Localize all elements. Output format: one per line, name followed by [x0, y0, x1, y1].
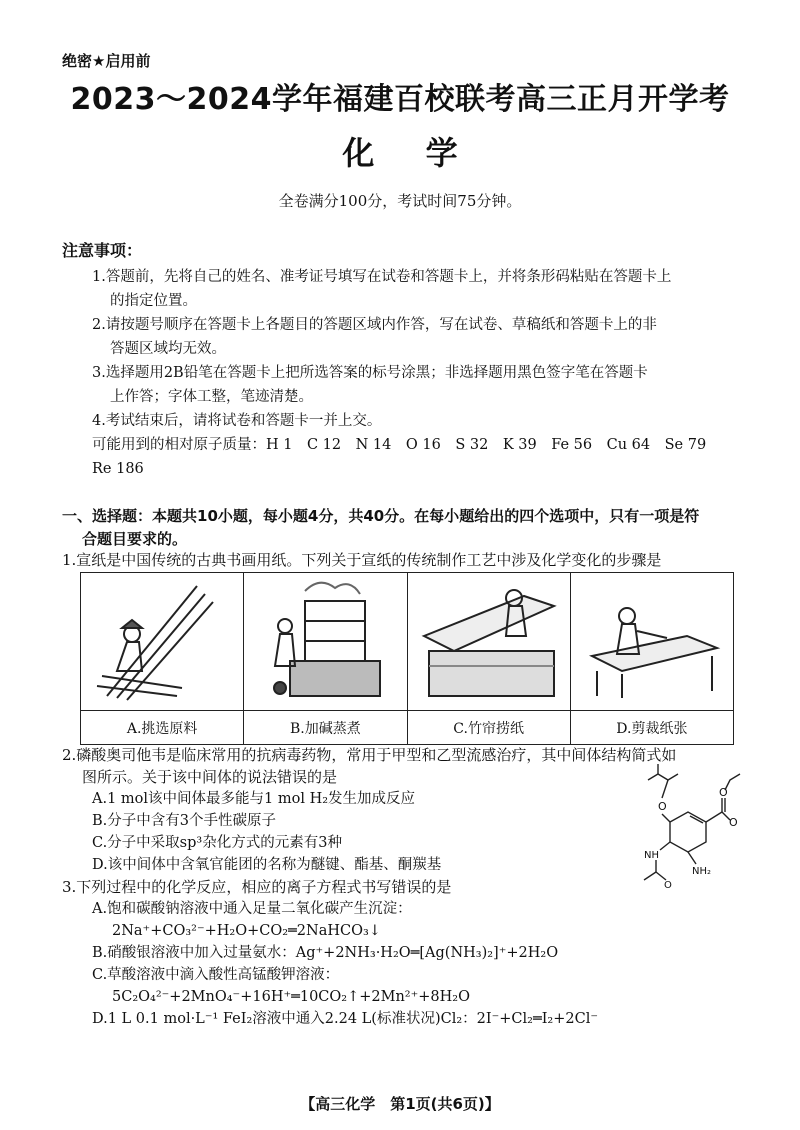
q3-option-c-line-1: C.草酸溶液中滴入酸性高锰酸钾溶液： — [92, 967, 340, 983]
bamboo-worker-illustration — [87, 576, 237, 704]
section-heading-line-1: 一、选择题：本题共10小题，每小题4分，共40分。在每小题给出的四个选项中，只有一项是符 — [62, 507, 700, 525]
boiling-vat-illustration — [250, 576, 400, 704]
q1-image-a — [81, 573, 244, 711]
subject-char-2: 学 — [425, 134, 458, 172]
q1-option-a: A.挑选原料 — [81, 711, 244, 745]
note-2-line-1: 2.请按题号顺序在答题卡上各题目的答题区域内作答，写在试卷、草稿纸和答题卡上的非 — [92, 317, 657, 333]
q1-stem: 1.宣纸是中国传统的古典书画用纸。下列关于宣纸的传统制作工艺中涉及化学变化的步骤是 — [62, 551, 662, 569]
q2-option-c: C.分子中采取sp³杂化方式的元素有3种 — [92, 835, 342, 851]
q2-option-a: A.1 mol该中间体最多能与1 mol H₂发生加成反应 — [92, 791, 416, 807]
subject-char-1: 化 — [342, 134, 375, 172]
q2-stem-line-2: 图所示。关于该中间体的说法错误的是 — [82, 768, 338, 786]
q3-option-c-line-2: 5C₂O₄²⁻+2MnO₄⁻+16H⁺═10CO₂↑+2Mn²⁺+8H₂O — [112, 989, 470, 1005]
paper-cutting-illustration — [577, 576, 727, 704]
notes-title: 注意事项： — [62, 241, 143, 260]
q1-image-d — [570, 573, 733, 711]
atomic-mass-line-1: 可能用到的相对原子质量：H 1 C 12 N 14 O 16 S 32 K 39 Fe 56 Cu 64 Se 79 — [92, 437, 707, 453]
page-footer: 【高三化学 第1页(共6页)】 — [300, 1095, 500, 1113]
note-1-line-2: 的指定位置。 — [110, 293, 197, 309]
q3-option-a-line-1: A.饱和碳酸钠溶液中通入足量二氧化碳产生沉淀： — [92, 901, 412, 917]
note-1-line-1: 1.答题前，先将自己的姓名、准考证号填写在试卷和答题卡上，并将条形码粘贴在答题卡上 — [92, 269, 672, 285]
q2-option-d: D.该中间体中含氧官能团的名称为醚键、酯基、酮羰基 — [92, 857, 442, 873]
q1-option-c: C.竹帘捞纸 — [407, 711, 570, 745]
subject-title — [0, 128, 800, 174]
mol-amide-oxygen: O — [664, 880, 672, 890]
q3-stem: 3.下列过程中的化学反应，相应的离子方程式书写错误的是 — [62, 878, 452, 896]
q1-image-c — [407, 573, 570, 711]
q3-option-a-line-2: 2Na⁺+CO₃²⁻+H₂O+CO₂═2NaHCO₃↓ — [112, 923, 381, 939]
mol-carbonyl-oxygen: O — [729, 816, 738, 829]
q1-option-b: B.加碱蒸煮 — [244, 711, 407, 745]
note-4: 4.考试结束后，请将试卷和答题卡一并上交。 — [92, 413, 382, 429]
mol-ether-oxygen: O — [658, 800, 667, 813]
note-3-line-1: 3.选择题用2B铅笔在答题卡上把所选答案的标号涂黑；非选择题用黑色签字笔在答题卡 — [92, 365, 648, 381]
q1-option-d: D.剪裁纸张 — [570, 711, 733, 745]
exam-title: 2023～2024学年福建百校联考高三正月开学考 — [70, 82, 730, 117]
q3-option-b: B.硝酸银溶液中加入过量氨水：Ag⁺+2NH₃·H₂O═[Ag(NH₃)₂]⁺+2H₂O — [92, 945, 559, 961]
paper-scooping-illustration — [414, 576, 564, 704]
mol-nh-label: NH — [644, 850, 659, 861]
score-info: 全卷满分100分，考试时间75分钟。 — [278, 192, 522, 210]
mol-nh2-label: NH₂ — [692, 866, 712, 877]
q3-option-d: D.1 L 0.1 mol·L⁻¹ FeI₂溶液中通入2.24 L(标准状况)Cl₂：2I⁻+Cl₂═I₂+2Cl⁻ — [92, 1011, 598, 1027]
q1-image-b — [244, 573, 407, 711]
mol-ester-oxygen: O — [719, 786, 728, 799]
note-3-line-2: 上作答；字体工整，笔迹清楚。 — [110, 389, 313, 405]
q1-image-table — [80, 572, 734, 745]
q2-option-b: B.分子中含有3个手性碳原子 — [92, 813, 276, 829]
note-2-line-2: 答题区域均无效。 — [110, 341, 226, 357]
intermediate-structure-diagram — [630, 760, 745, 890]
confidential-mark: 绝密★启用前 — [62, 52, 151, 70]
atomic-mass-line-2: Re 186 — [92, 461, 144, 477]
section-heading-line-2: 合题目要求的。 — [82, 530, 188, 548]
q2-stem-line-1: 2.磷酸奥司他韦是临床常用的抗病毒药物，常用于甲型和乙型流感治疗，其中间体结构简式如 — [62, 746, 677, 764]
